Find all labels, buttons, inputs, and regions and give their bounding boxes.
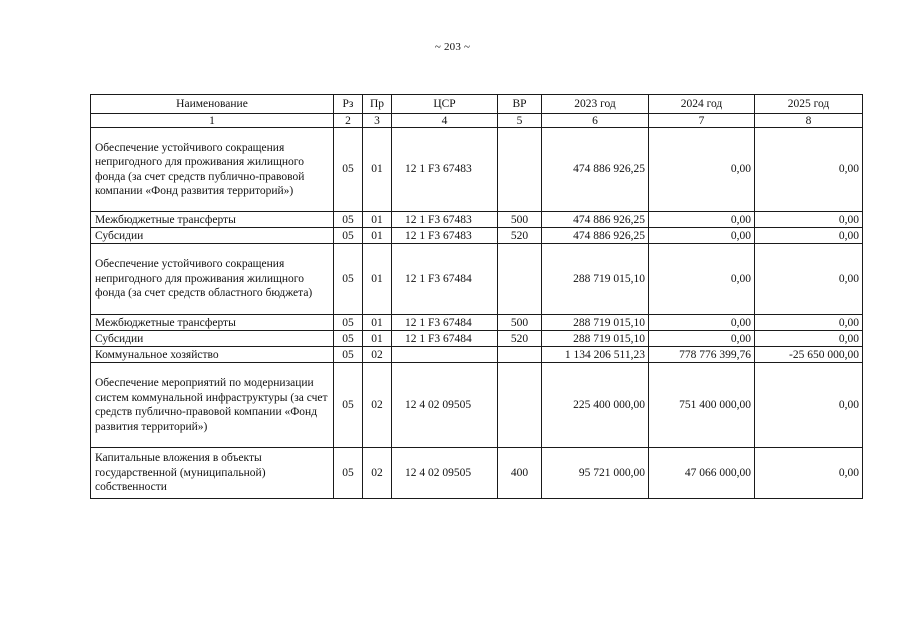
row-name: Межбюджетные трансферты — [91, 212, 334, 228]
row-vr: 400 — [498, 448, 542, 499]
row-amount-2024: 0,00 — [649, 128, 755, 212]
row-name: Обеспечение устойчивого сокращения непригодного для проживания жилищного фонда (за счет средств публично-правовой компании «Фонд развития территорий») — [91, 128, 334, 212]
row-vr — [498, 244, 542, 315]
row-csr: 12 1 F3 67483 — [392, 212, 498, 228]
column-header-vr: ВР — [498, 95, 542, 114]
row-vr: 520 — [498, 331, 542, 347]
row-rz: 05 — [334, 347, 363, 363]
row-rz: 05 — [334, 315, 363, 331]
table-header-row — [91, 95, 863, 114]
row-rz: 05 — [334, 128, 363, 212]
row-amount-2024: 0,00 — [649, 244, 755, 315]
row-csr: 12 1 F3 67483 — [392, 128, 498, 212]
table-row — [91, 128, 863, 212]
row-name: Обеспечение мероприятий по модернизации систем коммунальной инфраструктуры (за счет средств публично-правовой компании «Фонд развития территорий») — [91, 363, 334, 448]
row-csr: 12 1 F3 67483 — [392, 228, 498, 244]
table-row — [91, 347, 863, 363]
row-amount-2023: 95 721 000,00 — [542, 448, 649, 499]
table-row — [91, 331, 863, 347]
row-amount-2024: 0,00 — [649, 212, 755, 228]
row-amount-2023: 288 719 015,10 — [542, 244, 649, 315]
row-pr: 02 — [363, 347, 392, 363]
row-csr: 12 1 F3 67484 — [392, 331, 498, 347]
budget-table — [90, 94, 863, 499]
row-rz: 05 — [334, 363, 363, 448]
table-row — [91, 448, 863, 499]
row-amount-2025: 0,00 — [755, 315, 863, 331]
column-header-csr: ЦСР — [392, 95, 498, 114]
row-amount-2023: 1 134 206 511,23 — [542, 347, 649, 363]
row-vr: 520 — [498, 228, 542, 244]
row-amount-2025: 0,00 — [755, 363, 863, 448]
column-header-rz: Рз — [334, 95, 363, 114]
table-row — [91, 228, 863, 244]
row-rz: 05 — [334, 212, 363, 228]
row-amount-2024: 751 400 000,00 — [649, 363, 755, 448]
row-vr: 500 — [498, 212, 542, 228]
row-name: Капитальные вложения в объекты государственной (муниципальной) собственности — [91, 448, 334, 499]
column-header-name: Наименование — [91, 95, 334, 114]
row-amount-2025: 0,00 — [755, 448, 863, 499]
row-rz: 05 — [334, 244, 363, 315]
row-amount-2024: 0,00 — [649, 228, 755, 244]
column-index: 2 — [334, 114, 363, 128]
column-header-2023: 2023 год — [542, 95, 649, 114]
row-rz: 05 — [334, 331, 363, 347]
column-index: 3 — [363, 114, 392, 128]
row-name: Обеспечение устойчивого сокращения непригодного для проживания жилищного фонда (за счет средств областного бюджета) — [91, 244, 334, 315]
row-name: Субсидии — [91, 331, 334, 347]
row-rz: 05 — [334, 228, 363, 244]
column-index: 5 — [498, 114, 542, 128]
row-vr — [498, 128, 542, 212]
row-csr: 12 4 02 09505 — [392, 363, 498, 448]
row-vr: 500 — [498, 315, 542, 331]
row-amount-2025: 0,00 — [755, 331, 863, 347]
row-amount-2023: 225 400 000,00 — [542, 363, 649, 448]
row-amount-2023: 288 719 015,10 — [542, 331, 649, 347]
row-pr: 02 — [363, 363, 392, 448]
row-amount-2025: 0,00 — [755, 212, 863, 228]
column-index: 7 — [649, 114, 755, 128]
row-pr: 01 — [363, 331, 392, 347]
row-vr — [498, 363, 542, 448]
row-vr — [498, 347, 542, 363]
row-pr: 01 — [363, 128, 392, 212]
column-index: 8 — [755, 114, 863, 128]
row-amount-2024: 47 066 000,00 — [649, 448, 755, 499]
row-amount-2025: 0,00 — [755, 128, 863, 212]
column-index: 6 — [542, 114, 649, 128]
row-name: Межбюджетные трансферты — [91, 315, 334, 331]
row-pr: 01 — [363, 244, 392, 315]
table-row — [91, 363, 863, 448]
row-name: Субсидии — [91, 228, 334, 244]
row-rz: 05 — [334, 448, 363, 499]
table-row — [91, 244, 863, 315]
row-amount-2024: 0,00 — [649, 315, 755, 331]
column-index: 4 — [392, 114, 498, 128]
column-header-pr: Пр — [363, 95, 392, 114]
row-pr: 01 — [363, 228, 392, 244]
row-csr — [392, 347, 498, 363]
row-amount-2023: 474 886 926,25 — [542, 128, 649, 212]
row-amount-2023: 474 886 926,25 — [542, 212, 649, 228]
row-amount-2025: -25 650 000,00 — [755, 347, 863, 363]
column-header-2025: 2025 год — [755, 95, 863, 114]
column-header-2024: 2024 год — [649, 95, 755, 114]
row-amount-2023: 474 886 926,25 — [542, 228, 649, 244]
page-number: ~ 203 ~ — [434, 41, 471, 53]
table-row — [91, 212, 863, 228]
row-amount-2024: 778 776 399,76 — [649, 347, 755, 363]
row-csr: 12 1 F3 67484 — [392, 315, 498, 331]
row-csr: 12 1 F3 67484 — [392, 244, 498, 315]
row-amount-2025: 0,00 — [755, 228, 863, 244]
row-csr: 12 4 02 09505 — [392, 448, 498, 499]
row-amount-2025: 0,00 — [755, 244, 863, 315]
row-pr: 01 — [363, 212, 392, 228]
row-name: Коммунальное хозяйство — [91, 347, 334, 363]
row-amount-2023: 288 719 015,10 — [542, 315, 649, 331]
row-pr: 01 — [363, 315, 392, 331]
table-index-row — [91, 114, 863, 128]
column-index: 1 — [91, 114, 334, 128]
row-pr: 02 — [363, 448, 392, 499]
table-row — [91, 315, 863, 331]
row-amount-2024: 0,00 — [649, 331, 755, 347]
